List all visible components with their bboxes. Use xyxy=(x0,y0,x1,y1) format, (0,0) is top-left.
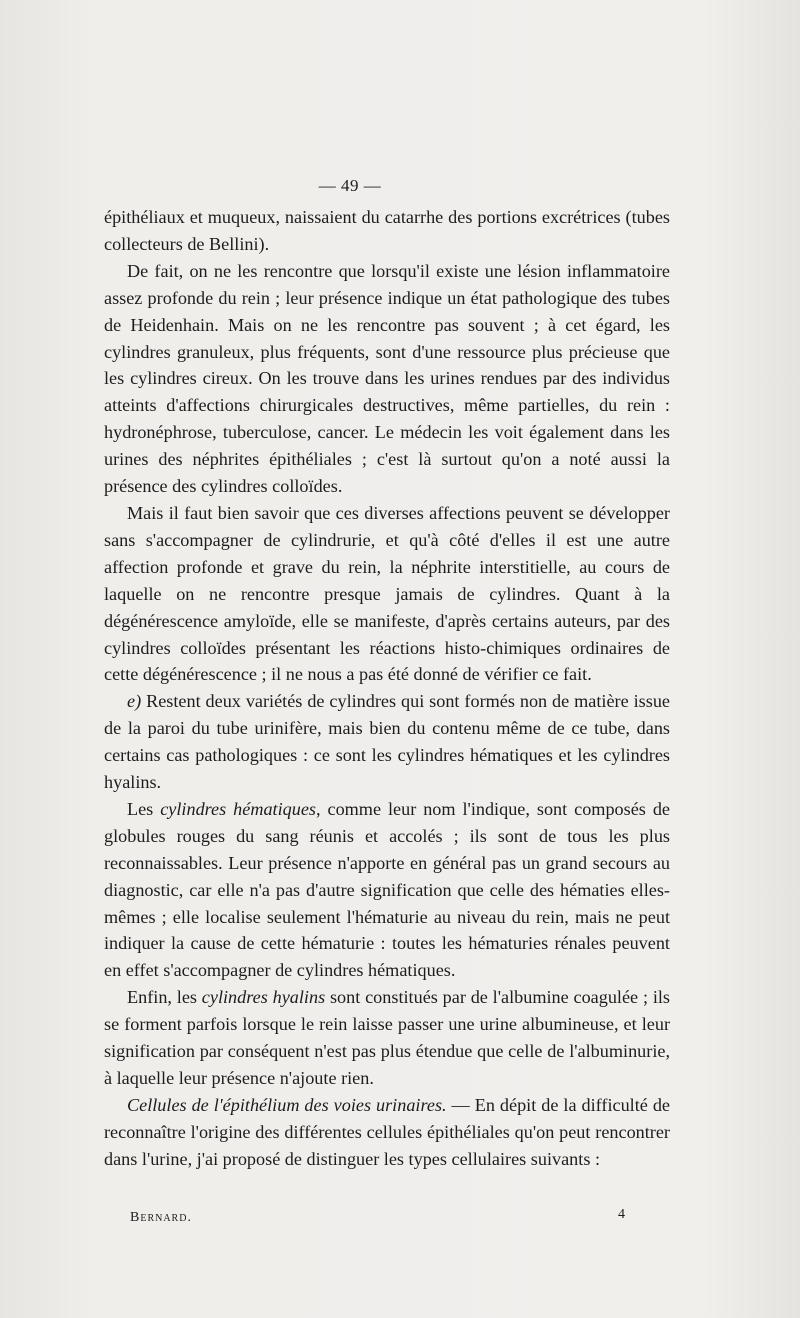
paragraph-lesion: De fait, on ne les rencontre que lorsqu'il existe une lésion inflammatoire assez profonde du rein ; leur présence indique un état pathologique des tubes de Heidenhain. Mais on ne les rencontre pas souvent ; à cet égard, les cylindres granuleux, plus fréquents, sont d'une ressource plus précieuse que les cylindres cireux. On les trouve dans les urines rendues par des individus atteints d'affections chirurgicales destructives, même partielles, du rein : hydronéphrose, tuberculose, cancer. Le médecin les voit également dans les urines des néphrites épithéliales ; c'est là surtout qu'on a noté aussi la présence des cylindres colloïdes. xyxy=(104,260,670,497)
paragraph-continuation: épithéliaux et muqueux, naissaient du catarrhe des portions excrétrices (tubes collecteurs de Bellini). xyxy=(104,207,670,254)
paragraph-cylindrurie: Mais il faut bien savoir que ces diverses affections peuvent se développer sans s'accompagner de cylindrurie, et qu'à côté d'elles il est une autre affection profonde et grave du rein, la néphrite interstitielle, au cours de laquelle on ne rencontre presque jamais de cylindres. Quant à la dégénérescence amyloïde, elle se manifeste, d'après certains auteurs, par des cylindres colloïdes présentant les réactions histo-chimiques ordinaires de cette dégénérescence ; il ne nous a pas été donné de vérifier ce fait. xyxy=(104,502,670,685)
author-name: Bernard. xyxy=(130,1210,192,1225)
paragraph-e-lead: e) xyxy=(127,691,142,712)
paragraph-hematiques-lead: cylindres hématiques xyxy=(160,798,316,819)
body-text xyxy=(104,204,670,1173)
paragraph-hyalins-before: Enfin, les xyxy=(127,987,202,1008)
paragraph-cellules-text: — En dépit de la difficulté de reconnaître l'origine des différentes cellules épithéliales qu'on peut rencontrer dans l'urine, j'ai proposé de distinguer les types cellulaires suivants : xyxy=(104,1094,670,1169)
paragraph-cellules-lead: Cellules de l'épithélium des voies urinaires. xyxy=(127,1094,447,1115)
paragraph-hematiques xyxy=(104,796,670,984)
paragraph-e-text: Restent deux variétés de cylindres qui sont formés non de matière issue de la paroi du tube urinifère, mais bien du contenu même de ce tube, dans certains cas pathologiques : ce sont les cylindres hématiques et les cylindres hyalins. xyxy=(104,691,670,793)
paragraph-hyalins-text: sont constitués par de l'albumine coagulée ; ils se forment parfois lorsque le rein laisse passer une urine albumineuse, et leur signification par conséquent n'est pas plus étendue que celle de l'albuminurie, à laquelle leur présence n'ajoute rien. xyxy=(104,987,670,1088)
paragraph-hyalins xyxy=(104,984,670,1092)
paragraph-e xyxy=(104,688,670,796)
signature-mark: 4 xyxy=(618,1207,626,1222)
paragraph-cellules xyxy=(104,1092,670,1173)
paragraph-hematiques-before: Les xyxy=(127,798,161,819)
page-number: — 49 — xyxy=(318,176,382,195)
page-footer xyxy=(130,1209,626,1226)
paragraph-hyalins-lead: cylindres hyalins xyxy=(201,987,326,1008)
paragraph-hematiques-text: , comme leur nom l'indique, sont composés de globules rouges du sang réunis et accolés ; ils sont de tous les plus reconnaissables. Leur présence n'apporte en général pas un grand secours au diagnostic, car elle n'a pas d'autre signification que celle des hématies elles-mêmes ; elle localise seulement l'hématurie au niveau du rein, mais ne peut indiquer la cause de cette hématurie : toutes les hématuries rénales peuvent en effet s'accompagner de cylindres hématiques. xyxy=(104,798,670,981)
